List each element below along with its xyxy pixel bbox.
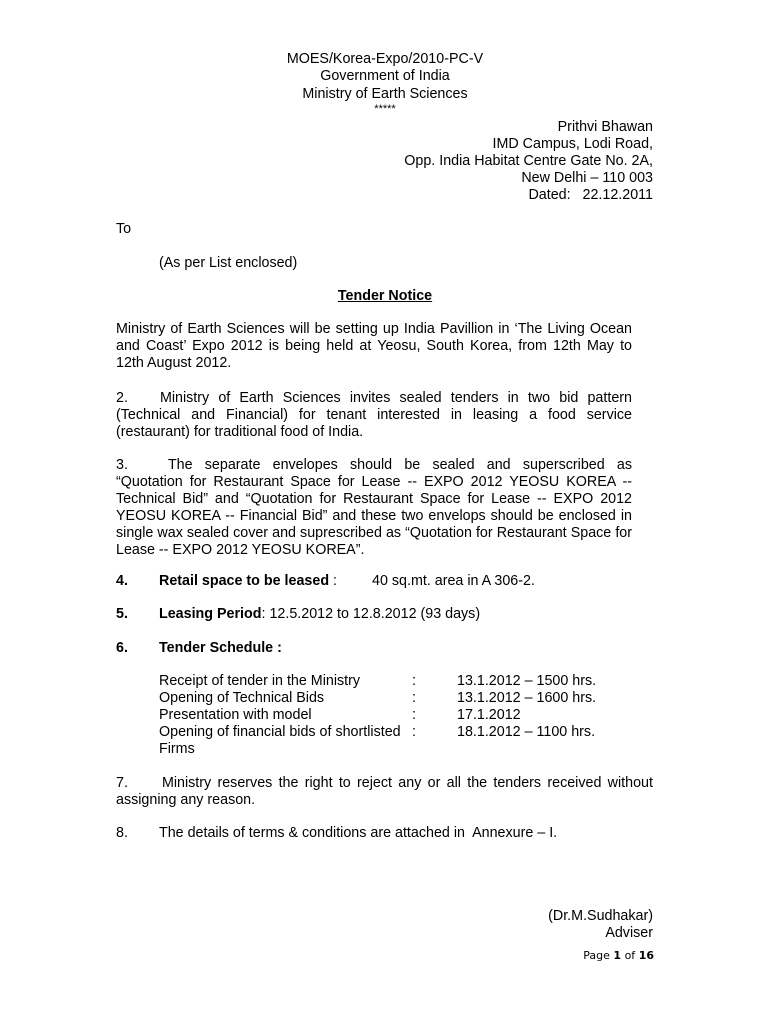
paragraph-2 [116,390,632,441]
paragraph-8-number: 8. [116,825,128,841]
item-5 [159,606,480,623]
ministry-line: Ministry of Earth Sciences [302,86,468,102]
schedule-row-3-value: 17.1.2012 [457,707,521,723]
address-line-2: IMD Campus, Lodi Road, [492,136,653,152]
paragraph-7-number: 7. [116,775,128,791]
schedule-row-4-label-continued: Firms [159,741,195,757]
item-5-value: : 12.5.2012 to 12.8.2012 (93 days) [261,606,481,622]
intro-text: Ministry of Earth Sciences will be setting up India Pavillion in ‘The Living Ocean and Coast’ Expo 2012 is being held at Yeosu, South Korea, from 12th May to 12th August 2012. [116,321,632,371]
government-line: Government of India [320,68,450,84]
schedule-row-4-colon: : [412,724,416,740]
schedule-row-2-label: Opening of Technical Bids [159,690,325,706]
paragraph-3-text: The separate envelopes should be sealed and superscribed as “Quotation for Restaurant Space for Lease -- EXPO 2012 YEOSU KOREA -- Technical Bid” and “Quotation for Restaurant Space for Lease -- EXPO 2012 YEOSU KOREA -- Financial Bid” and these two envelops should be enclosed in single wax sealed cover and suprescribed as “Quotation for Restaurant Space for Lease -- EXPO 2012 YEOSU KOREA”. [116,457,632,558]
schedule-row-1-label: Receipt of tender in the Ministry [159,673,361,689]
item-5-number: 5. [116,606,128,622]
paragraph-2-text: Ministry of Earth Sciences invites sealed tenders in two bid pattern (Technical and Financial) for tenant interested in leasing a food service (restaurant) for traditional food of India. [116,390,632,440]
total-pages: 16 [638,949,654,962]
of-word: of [624,949,636,962]
paragraph-8-text: The details of terms & conditions are attached in Annexure – I. [159,825,558,841]
address-line-4: New Delhi – 110 003 [521,170,653,186]
schedule-row-2-value: 13.1.2012 – 1600 hrs. [457,690,597,706]
recipients-line: (As per List enclosed) [159,255,298,271]
item-4-separator: : [329,573,338,589]
schedule-row-1-colon: : [412,673,416,689]
item-4 [159,573,337,590]
current-page: 1 [613,949,622,962]
paragraph-2-number: 2. [116,390,128,406]
item-5-label: Leasing Period [159,606,262,622]
signatory-name: (Dr.M.Sudhakar) [548,908,653,924]
page-number [583,949,654,962]
item-4-number: 4. [116,573,128,589]
item-6-label: Tender Schedule : [159,640,282,656]
paragraph-7-text: Ministry reserves the right to reject any or all the tenders received without assigning any reason. [116,775,653,808]
reference-number: MOES/Korea-Expo/2010-PC-V [286,51,484,67]
schedule-row-3-label: Presentation with model [159,707,312,723]
signatory-designation: Adviser [605,925,653,941]
stars-divider: ***** [374,103,396,115]
to-label: To [116,221,132,237]
item-6-number: 6. [116,640,128,656]
schedule-row-4-label: Opening of financial bids of shortlisted [159,724,401,740]
page-title: Tender Notice [337,288,433,304]
date-line: Dated: 22.12.2011 [528,187,653,203]
paragraph-3-number: 3. [116,457,128,473]
item-4-value: 40 sq.mt. area in A 306-2. [372,573,535,589]
schedule-row-1-value: 13.1.2012 – 1500 hrs. [457,673,597,689]
item-4-label: Retail space to be leased [159,573,330,589]
paragraph-3 [116,457,632,559]
address-line-3: Opp. India Habitat Centre Gate No. 2A, [404,153,653,169]
schedule-row-2-colon: : [412,690,416,706]
intro-paragraph [116,321,632,372]
paragraph-7 [116,775,653,809]
address-line-1: Prithvi Bhawan [557,119,653,135]
schedule-row-4-value: 18.1.2012 – 1100 hrs. [457,724,596,740]
page-word: Page [583,949,610,962]
schedule-row-3-colon: : [412,707,416,723]
